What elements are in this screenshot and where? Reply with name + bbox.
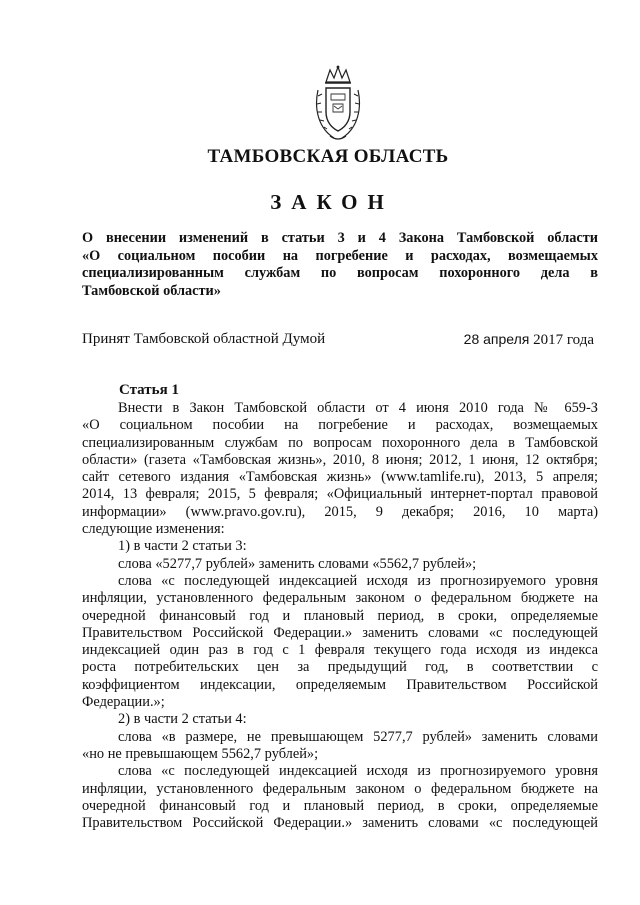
- body-line: 1) в части 2 статьи 3:: [118, 538, 247, 555]
- document-type-heading: ЗАКОН: [270, 190, 394, 214]
- title-line: «О социальном пособии на погребение и расходах, возмещаемых: [82, 247, 598, 264]
- body-line: 2014, 13 февраля; 2015, 5 февраля; «Официальный интернет-портал правовой: [82, 486, 598, 503]
- body-line: Правительством Российской Федерации.» заменить словами «с последующей: [82, 815, 598, 832]
- body-line: 2) в части 2 статьи 4:: [118, 711, 247, 728]
- title-line: специализированным службам по вопросам похоронного дела в: [82, 265, 598, 281]
- body-line: информации» (www.pravo.gov.ru), 2015, 9 декабря; 2016, 10 марта): [82, 503, 598, 520]
- tambov-coat-of-arms-icon: [312, 64, 364, 144]
- body-line: Федерации.»;: [82, 694, 165, 711]
- adoption-day-month: 28 апреля: [463, 331, 530, 347]
- law-title: [82, 230, 598, 300]
- body-line: инфляции, установленного федеральным законом о федеральном бюджете на: [82, 590, 598, 607]
- body-line: индексацией один раз в год с 1 февраля текущего года исходя из индекса: [82, 642, 598, 659]
- adoption-date: [464, 331, 594, 349]
- body-line: роста потребительских цен за предыдущий год, в соответствии с: [82, 659, 598, 676]
- title-line: О внесении изменений в статьи 3 и 4 Закона Тамбовской области: [82, 230, 598, 246]
- adoption-year: 2017 года: [533, 332, 594, 348]
- body-line: очередной финансовый год и плановый период, в сроки, определяемые: [82, 797, 598, 814]
- body-line: очередной финансовый год и плановый период, в сроки, определяемые: [82, 607, 598, 624]
- body-line: Правительством Российской Федерации.» заменить словами «с последующей: [82, 624, 598, 641]
- body-line: следующие изменения:: [82, 521, 225, 538]
- article-body: [82, 400, 598, 832]
- article-heading: Статья 1: [119, 382, 179, 398]
- region-heading: ТАМБОВСКАЯ ОБЛАСТЬ: [207, 146, 449, 167]
- body-line: слова «с последующей индексацией исходя из прогнозируемого уровня: [118, 763, 598, 780]
- body-line: Внести в Закон Тамбовской области от 4 июня 2010 года № 659-З: [118, 400, 598, 416]
- adoption-statement: Принят Тамбовской областной Думой: [82, 331, 326, 347]
- body-line: области» (газета «Тамбовская жизнь», 2010, 8 июня; 2012, 1 июня, 12 октября;: [82, 451, 598, 468]
- body-line: слова «с последующей индексацией исходя из прогнозируемого уровня: [118, 572, 598, 589]
- body-line: коэффициентом индексации, определяемым Правительством Российской: [82, 676, 598, 693]
- body-line: инфляции, установленного федеральным законом о федеральном бюджете на: [82, 780, 598, 797]
- body-line: специализированным службам по вопросам похоронного дела в Тамбовской: [82, 434, 598, 451]
- body-line: слова «5277,7 рублей» заменить словами «5562,7 рублей»;: [118, 555, 477, 572]
- body-line: «но не превышающем 5562,7 рублей»;: [82, 745, 319, 762]
- title-line: Тамбовской области»: [82, 282, 221, 299]
- body-line: сайт сетевого издания «Тамбовская жизнь» (www.tamlife.ru), 2013, 5 апреля;: [82, 469, 598, 486]
- body-line: слова «в размере, не превышающем 5277,7 рублей» заменить словами: [118, 728, 598, 745]
- body-line: «О социальном пособии на погребение и расходах, возмещаемых: [82, 417, 598, 434]
